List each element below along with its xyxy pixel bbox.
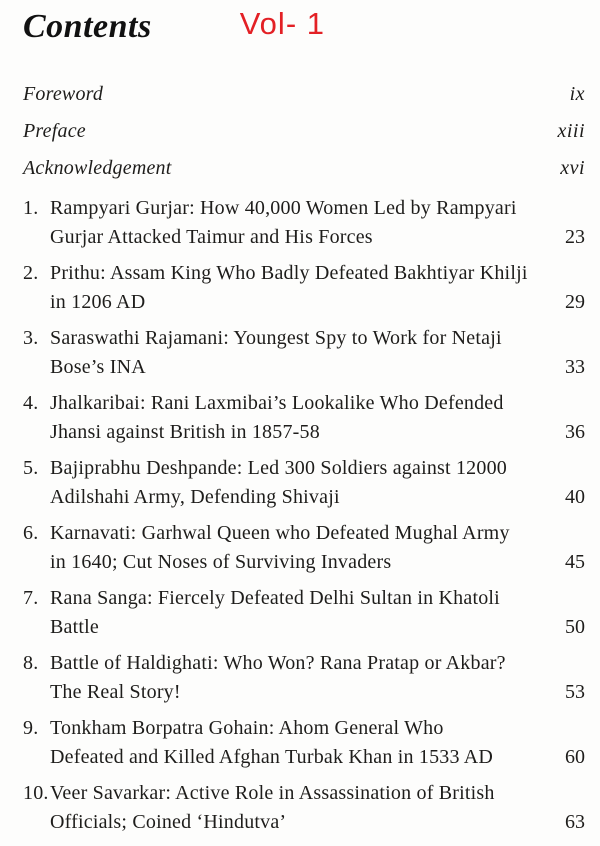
chapter-item — [23, 649, 585, 707]
front-matter-row — [23, 120, 585, 142]
front-matter-label: Foreword — [23, 83, 104, 105]
front-matter-section — [23, 83, 585, 179]
chapter-list — [23, 194, 585, 837]
chapter-item — [23, 714, 585, 772]
chapter-title-line-2: Battle — [50, 616, 99, 638]
chapter-title — [50, 649, 557, 707]
chapter-title-line-1: Battle of Haldighati: Who Won? Rana Pratap or Akbar? — [50, 652, 506, 674]
chapter-title-line-2: Officials; Coined ‘Hindutva’ — [50, 811, 287, 833]
chapter-title-line-2: Gurjar Attacked Taimur and His Forces — [50, 226, 373, 248]
front-matter-page: ix — [569, 83, 585, 105]
front-matter-row — [23, 83, 585, 105]
chapter-title — [50, 519, 557, 577]
chapter-number: 8. — [23, 652, 39, 674]
chapter-title-line-1: Jhalkaribai: Rani Laxmibai’s Lookalike Who Defended — [50, 392, 504, 414]
chapter-title — [50, 194, 557, 252]
chapter-item — [23, 519, 585, 577]
chapter-title-line-1: Saraswathi Rajamani: Youngest Spy to Work for Netaji — [50, 327, 502, 349]
chapter-title — [50, 389, 557, 447]
chapter-item — [23, 779, 585, 837]
chapter-title-line-1: Rana Sanga: Fiercely Defeated Delhi Sultan in Khatoli — [50, 587, 500, 609]
chapter-item — [23, 324, 585, 382]
chapter-title — [50, 779, 557, 837]
chapter-page-number: 36 — [565, 421, 585, 443]
chapter-number: 10. — [23, 782, 49, 804]
front-matter-label: Acknowledgement — [23, 157, 172, 179]
chapter-title-line-2: Bose’s INA — [50, 356, 146, 378]
chapter-title-line-2: in 1640; Cut Noses of Surviving Invaders — [50, 551, 392, 573]
front-matter-page: xvi — [560, 157, 585, 179]
front-matter-row — [23, 157, 585, 179]
chapter-page-number: 33 — [565, 356, 585, 378]
chapter-item — [23, 259, 585, 317]
chapter-title — [50, 584, 557, 642]
chapter-title-line-1: Tonkham Borpatra Gohain: Ahom General Who — [50, 717, 444, 739]
chapter-title-line-1: Prithu: Assam King Who Badly Defeated Bakhtiyar Khilji — [50, 262, 528, 284]
chapter-number: 4. — [23, 392, 39, 414]
chapter-item — [23, 389, 585, 447]
chapter-page-number: 60 — [565, 746, 585, 768]
chapter-number: 6. — [23, 522, 39, 544]
chapter-item — [23, 194, 585, 252]
chapter-page-number: 53 — [565, 681, 585, 703]
chapter-page-number: 23 — [565, 226, 585, 248]
chapter-title-line-2: Defeated and Killed Afghan Turbak Khan in 1533 AD — [50, 746, 494, 768]
chapter-page-number: 50 — [565, 616, 585, 638]
chapter-title-line-2: Adilshahi Army, Defending Shivaji — [50, 486, 340, 508]
chapter-number: 5. — [23, 457, 39, 479]
chapter-title-line-1: Veer Savarkar: Active Role in Assassination of British — [50, 782, 495, 804]
chapter-title-line-1: Karnavati: Garhwal Queen who Defeated Mughal Army — [50, 522, 510, 544]
chapter-title-line-2: Jhansi against British in 1857-58 — [50, 421, 320, 443]
chapter-title-line-1: Bajiprabhu Deshpande: Led 300 Soldiers against 12000 — [50, 457, 507, 479]
chapter-title — [50, 324, 557, 382]
chapter-page-number: 45 — [565, 551, 585, 573]
chapter-page-number: 63 — [565, 811, 585, 833]
chapter-title-line-1: Rampyari Gurjar: How 40,000 Women Led by Rampyari — [50, 197, 517, 219]
chapter-number: 1. — [23, 197, 39, 219]
chapter-page-number: 29 — [565, 291, 585, 313]
chapter-item — [23, 584, 585, 642]
chapter-number: 2. — [23, 262, 39, 284]
front-matter-label: Preface — [23, 120, 86, 142]
chapter-title-line-2: The Real Story! — [50, 681, 181, 703]
chapter-title-line-2: in 1206 AD — [50, 291, 146, 313]
chapter-title — [50, 714, 557, 772]
front-matter-page: xiii — [557, 120, 585, 142]
chapter-number: 9. — [23, 717, 39, 739]
chapter-page-number: 40 — [565, 486, 585, 508]
chapter-title — [50, 259, 557, 317]
chapter-item — [23, 454, 585, 512]
page-title: Contents — [23, 8, 152, 45]
chapter-number: 3. — [23, 327, 39, 349]
chapter-number: 7. — [23, 587, 39, 609]
toc-header — [23, 8, 585, 46]
volume-label: Vol- 1 — [239, 6, 325, 41]
chapter-title — [50, 454, 557, 512]
